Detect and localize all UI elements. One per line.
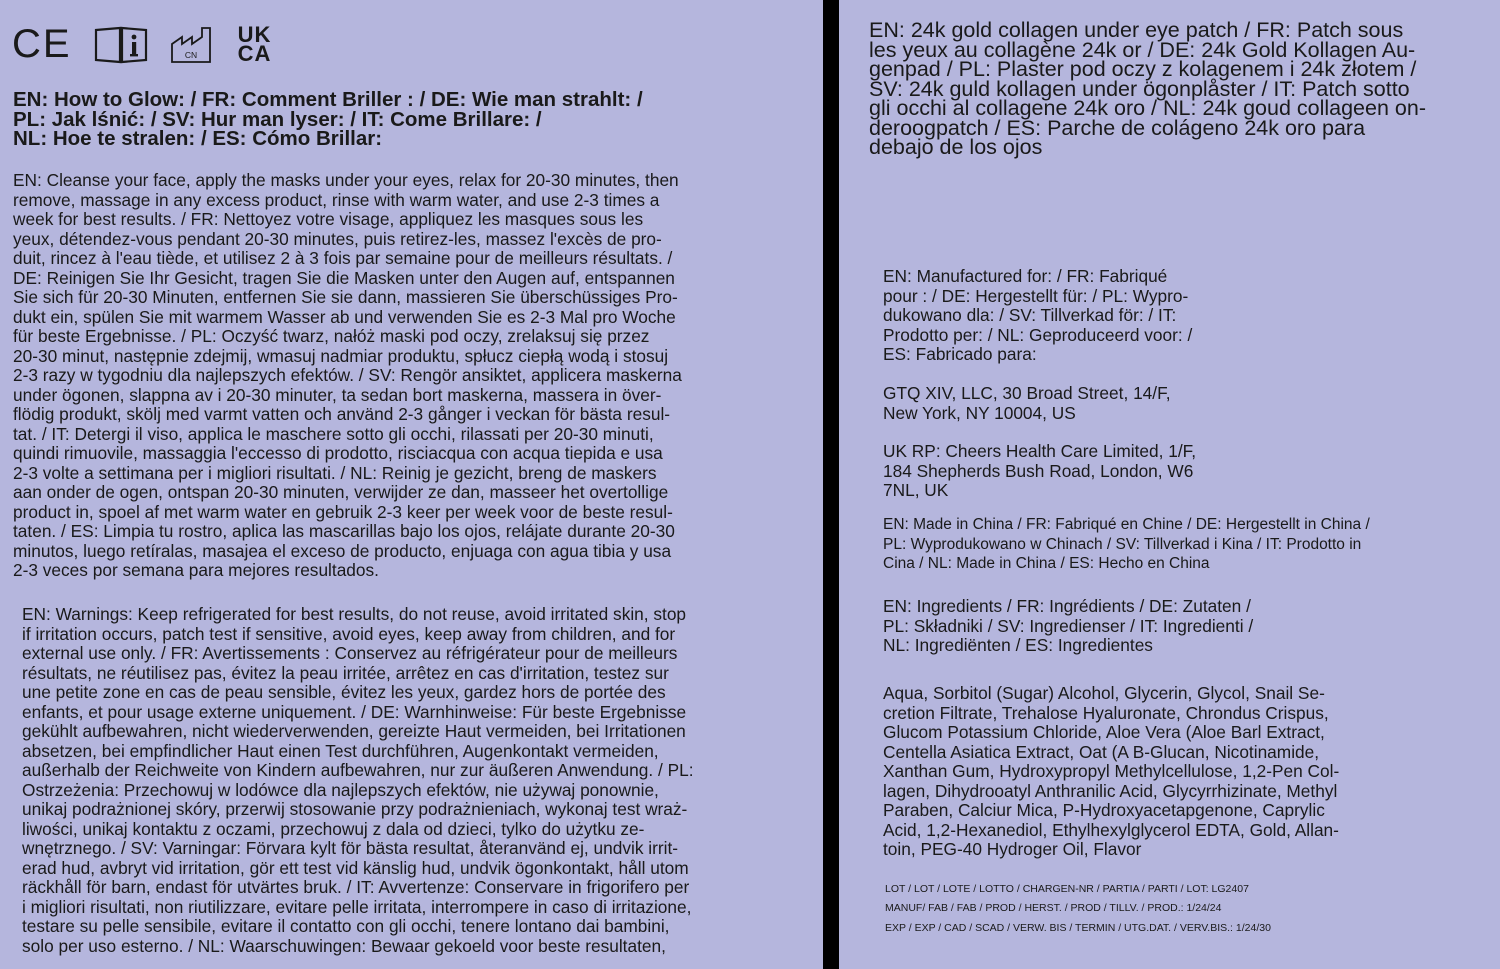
uk-responsible-person: UK RP: Cheers Health Care Limited, 1/F, 184 Shepherds Bush Road, London, W6 7NL, UK (883, 441, 1197, 500)
cn-label: CN (184, 50, 197, 60)
ukca-line-1: UK (237, 22, 272, 47)
ingredients-list: Aqua, Sorbitol (Sugar) Alcohol, Glycerin, Glycol, Snail Se- cretion Filtrate, Trehalose Hyaluronate, Chrondus Crispus, Glucom Potassium Chloride, Aloe Vera (Aloe Barl Extract, Centella Asiatica Extract, Oat (A B-Glucan, Nicotinamide, Xanthan Gum, Hydroxypropyl Methylcellulose, 1,2-Pen Col- lagen, Dihydrooatyl Anthranilic Acid, Glycyrrhizinate, Methyl Paraben, Calciur Mica, P-Hydroxyacetapgenone, Caprylic Acid, 1,2-Hexanediol, Ethylhexylglycerol EDTA, Gold, Allan- toin, PEG-40 Hydroger Oil, Flavor (883, 683, 1340, 859)
manufacturer-factory-icon (170, 24, 216, 64)
regulatory-symbols (12, 22, 293, 66)
lot-number: LOT / LOT / LOTE / LOTTO / CHARGEN-NR / PARTIA / PARTI / LOT: LG2407 (885, 883, 1249, 895)
ce-mark-icon: CE (12, 22, 72, 66)
ingredients-heading: EN: Ingredients / FR: Ingrédients / DE: Zutaten / PL: Składniki / SV: Ingredienser / IT: Ingredienti / NL: Ingrediënten / ES: Ingredientes (883, 596, 1254, 655)
expiry-date: EXP / EXP / CAD / SCAD / VERW. BIS / TERMIN / UTG.DAT. / VERV.BIS.: 1/24/30 (885, 922, 1271, 934)
warnings-text: EN: Warnings: Keep refrigerated for best results, do not reuse, avoid irritated skin, stop if irritation occurs, patch test if sensitive, avoid eyes, keep away from children, and for external use only. / FR: Avertissements : Conservez au réfrigérateur pour de meilleurs résultats, ne réutilisez pas, évitez la peau irritée, arrêtez en cas d'irritation, testez sur une petite zone en cas de peau sensible, évitez les yeux, gardez hors de portée des enfants, et pour usage externe uniquement. / DE: Warnhinweise: Für beste Ergebnisse gekühlt aufbewahren, nicht wiederverwenden, gereizte Haut vermeiden, bei Irritationen absetzen, bei empfindlicher Haut einen Test durchführen, Augenkontakt vermeiden, außerhalb der Reichweite von Kindern aufbewahren, nur zur äußeren Anwendung. / PL: Ostrzeżenia: Przechowuj w lodówce dla najlepszych efektów, nie używaj ponownie, unikaj podrażnionej skóry, przerwij stosowanie przy podrażnieniach, wykonaj test wraż- liwości, unikaj kontaktu z oczami, przechowuj z dala od dzieci, tylko do użytku ze- wnętrznego. / SV: Varningar: Förvara kylt för bästa resultat, återanvänd ej, undvik irrit- erad hud, avbryt vid irritation, gör ett test vid känslig hud, undvik ögonkontakt, håll utom räckhåll för barn, endast för utvärtes bruk. / IT: Avvertenze: Conservare in frigorifero per i migliori risultati, non riutilizzare, evitare pelle irritata, interrompere in caso di irritazione, testare su pelle sensibile, evitare il contatto con gli occhi, tenere lontano dai bambini, solo per uso esterno. / NL: Waarschuwingen: Bewaar gekoeld voor beste resultaten, (22, 604, 694, 956)
product-title: EN: 24k gold collagen under eye patch / FR: Patch sous les yeux au collagène 24k or / DE: 24k Gold Kollagen Au- genpad / PL: Plaster pod oczy z kolagenem i 24k złotem / SV: 24k guld kollagen under ögonplåster / IT: Patch sotto gli occhi al collagene 24k oro / NL: 24k goud collageen on- deroogpatch / ES: Parche de colágeno 24k oro para debajo de los ojos (869, 18, 1426, 159)
how-to-glow-heading: EN: How to Glow: / FR: Comment Briller : / DE: Wie man strahlt: / PL: Jak lśnić: / SV: Hur man lyser: / IT: Come Brillare: / NL: Hoe te stralen: / ES: Cómo Brillar: (13, 88, 643, 150)
made-in-china-text: EN: Made in China / FR: Fabriqué en Chine / DE: Hergestellt in China / PL: Wyprodukowano w Chinach / SV: Tillverkad i Kina / IT: Prodotto in Cina / NL: Made in China / ES: Hecho en China (883, 516, 1370, 572)
ukca-mark-icon (237, 22, 272, 66)
read-instructions-book-icon (94, 24, 148, 64)
directions-text: EN: Cleanse your face, apply the masks under your eyes, relax for 20-30 minutes, then remove, massage in any excess product, rinse with warm water, and use 2-3 times a week for best results. / FR: Nettoyez votre visage, appliquez les masques sous les yeux, détendez-vous pendant 20-30 minutes, puis retirez-les, massez l'excès de pro- duit, rincez à l'eau tiède, et utilisez 2 à 3 fois par semaine pour de meilleurs résultats. / DE: Reinigen Sie Ihr Gesicht, tragen Sie die Masken unter den Augen auf, entspannen Sie sich für 20-30 Minuten, entfernen Sie sie dann, massieren Sie überschüssiges Pro- dukt ein, spülen Sie mit warmem Wasser ab und verwenden Sie es 2-3 Mal pro Woche für beste Ergebnisse. / PL: Oczyść twarz, nałóż maski pod oczy, zrelaksuj się przez 20-30 minut, następnie zdejmij, wmasuj nadmiar produktu, spłucz ciepłą wodą i stosuj 2-3 razy w tygodniu dla najlepszych efektów. / SV: Rengör ansiktet, applicera maskerna under ögonen, slappna av i 20-30 minuter, ta sedan bort maskerna, massera in över- flödig produkt, skölj med varmt vatten och använd 2-3 gånger i veckan för bästa resul- tat. / IT: Detergi il viso, applica le maschere sotto gli occhi, rilassati per 20-30 minuti, quindi rimuovile, massaggia l'eccesso di prodotto, risciacqua con acqua tiepida e usa 2-3 volte a settimana per i migliori risultati. / NL: Reinig je gezicht, breng de maskers aan onder de ogen, ontspan 20-30 minuten, verwijder ze dan, masseer het overtollige product in, spoel af met warm water en gebruik 2-3 keer per week voor de beste resul- taten. / ES: Limpia tu rostro, aplica las mascarillas bajo los ojos, relájate durante 20-30 minutos, luego retíralas, masajea el exceso de producto, enjuaga con agua tibia y usa 2-3 veces por semana para mejores resultados. (13, 170, 682, 580)
manufactured-for-text: EN: Manufactured for: / FR: Fabriqué pour : / DE: Hergestellt für: / PL: Wypro- dukowano dla: / SV: Tillverkad för: / IT: Prodotto per: / NL: Geproduceerd voor: / ES: Fabricado para: (883, 266, 1193, 364)
ukca-line-2: CA (237, 41, 272, 66)
manufacturer-address: GTQ XIV, LLC, 30 Broad Street, 14/F, New York, NY 10004, US (883, 383, 1171, 423)
manufacture-date: MANUF/ FAB / FAB / PROD / HERST. / PROD / TILLV. / PROD.: 1/24/24 (885, 902, 1222, 914)
